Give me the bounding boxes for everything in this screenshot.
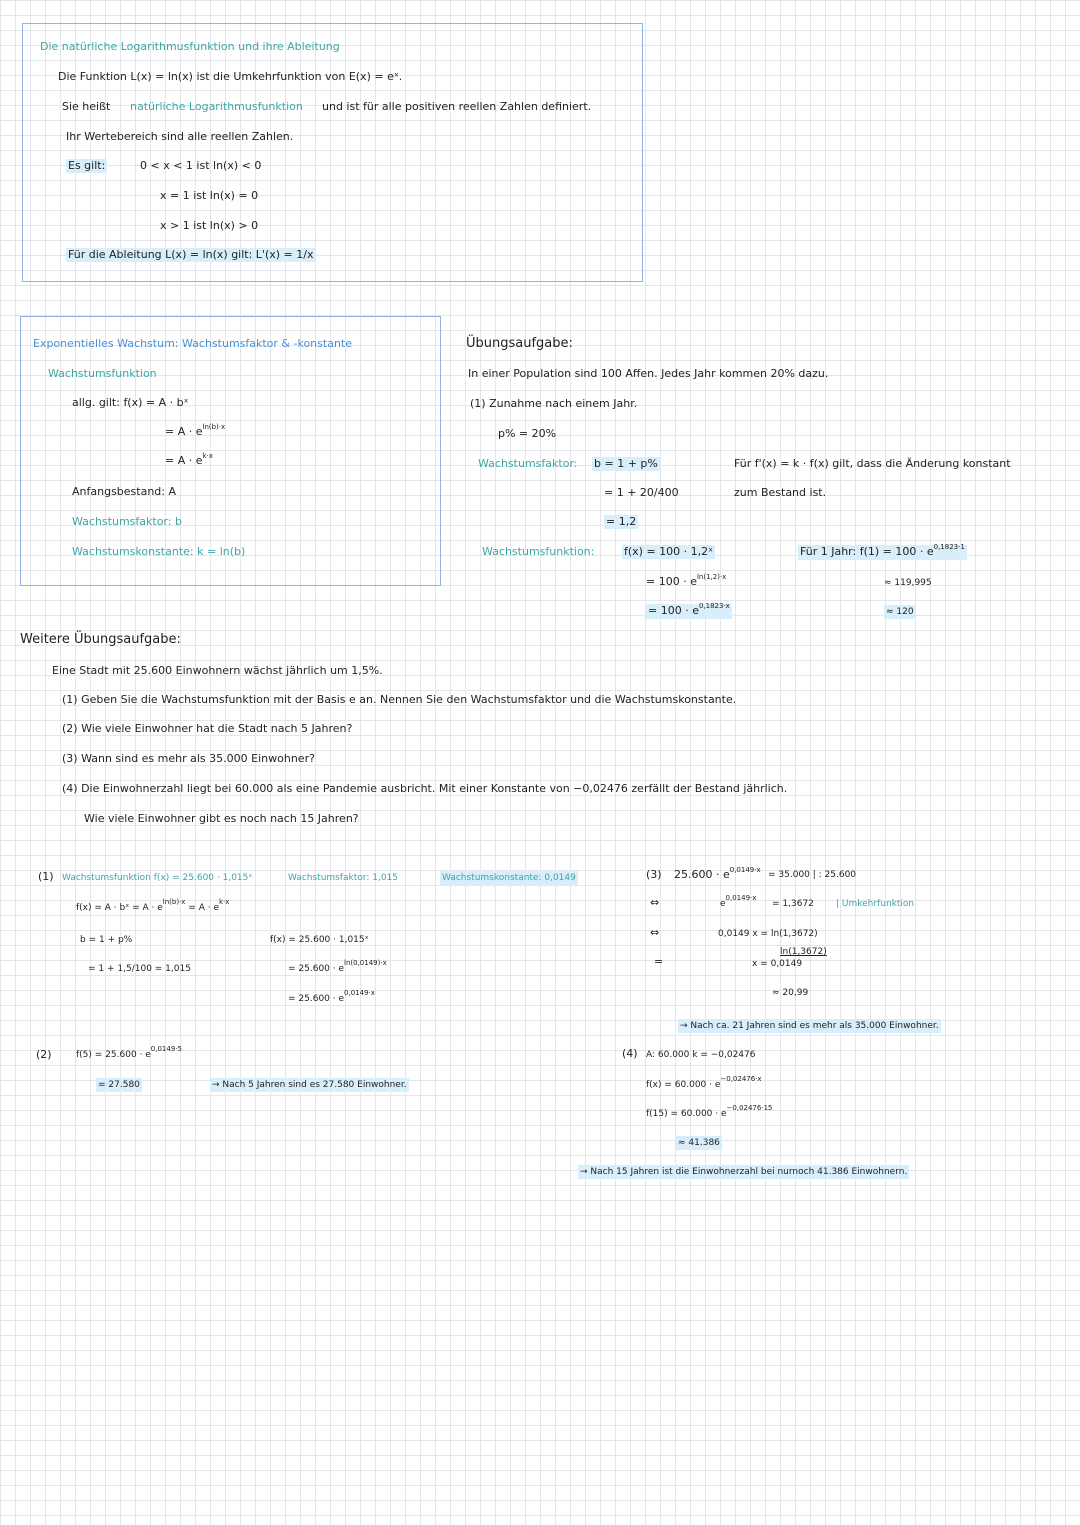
loesung3-l4sym: = bbox=[654, 955, 664, 968]
box1-line3: Ihr Wertebereich sind alle reellen Zahlen. bbox=[66, 130, 294, 143]
box1-ableitung: Für die Ableitung L(x) = ln(x) gilt: L'(x) = 1/x bbox=[68, 248, 314, 261]
uebung1-p: p% = 20% bbox=[498, 427, 557, 440]
box2-konstante: Wachstumskonstante: k = ln(b) bbox=[72, 545, 246, 558]
uebung2-q1: (1) Geben Sie die Wachstumsfunktion mit der Basis e an. Nennen Sie den Wachstumsfaktor und die Wachstumskonstante. bbox=[62, 693, 737, 706]
loesung1-l3: = 1 + 1,5/100 = 1,015 bbox=[88, 964, 191, 974]
loesung1-a: Wachstumsfunktion f(x) = 25.600 · 1,015ˣ bbox=[62, 873, 253, 883]
uebung1-note2: zum Bestand ist. bbox=[734, 486, 827, 499]
loesung1-l2: b = 1 + p% bbox=[80, 935, 133, 945]
loesung3-l1: $25.600 \cdot e^{0,0149\cdot x}$ bbox=[674, 866, 761, 881]
box2-faktor: Wachstumsfaktor: b bbox=[72, 515, 182, 528]
loesung3-l2: $e^{0,0149\cdot x}$ bbox=[720, 894, 757, 909]
loesung4-answer: → Nach 15 Jahren ist die Einwohnerzahl bei nurnoch 41.386 Einwohnern. bbox=[580, 1167, 908, 1177]
loesung3-l2sym: ⇔ bbox=[650, 896, 660, 909]
uebung1-funktion-eq2: = $100 \cdot e^{ln(1,2)\cdot x}$ bbox=[646, 573, 727, 588]
uebung2-q4: (4) Die Einwohnerzahl liegt bei 60.000 als eine Pandemie ausbricht. Mit einer Konstante von −0,02476 zerfällt der Bestand jährlich. bbox=[62, 782, 788, 795]
loesung2-l2: = 27.580 bbox=[98, 1080, 140, 1090]
loesung3-l3: 0,0149 x = ln(1,3672) bbox=[718, 929, 818, 939]
box1-line2b: natürliche Logarithmusfunktion bbox=[130, 100, 303, 113]
box1-case1: 0 < x < 1 ist ln(x) < 0 bbox=[140, 159, 262, 172]
uebung1-funktion-eq3: = $100 \cdot e^{0,1823\cdot x}$ bbox=[648, 602, 730, 617]
box1-title: Die natürliche Logarithmusfunktion und ihre Ableitung bbox=[40, 40, 340, 53]
box1-line2c: und ist für alle positiven reellen Zahlen definiert. bbox=[322, 100, 592, 113]
box2-subtitle: Wachstumsfunktion bbox=[48, 367, 157, 380]
uebung2-q2: (2) Wie viele Einwohner hat die Stadt nach 5 Jahren? bbox=[62, 722, 353, 735]
box1-es-gilt: Es gilt: bbox=[68, 159, 106, 172]
loesung4-l4: ≈ 41.386 bbox=[678, 1138, 720, 1148]
uebung1-title: Übungsaufgabe: bbox=[466, 336, 573, 351]
box2-formula2: = $A \cdot e^{ln(b)\cdot x}$ bbox=[165, 423, 226, 438]
box1-line2a: Sie heißt bbox=[62, 100, 111, 113]
loesung4-l3: $f(15) = 60.000 \cdot e^{-0,02476\cdot 15}$ bbox=[646, 1104, 773, 1119]
uebung1-faktor-label: Wachstumsfaktor: bbox=[478, 457, 578, 470]
uebung1-note1: Für f'(x) = k · f(x) gilt, dass die Änderung konstant bbox=[734, 457, 1011, 470]
loesung4-l1: A: 60.000 k = −0,02476 bbox=[646, 1050, 756, 1060]
definition-box-logarithm bbox=[22, 23, 643, 282]
loesung2-answer: → Nach 5 Jahren sind es 27.580 Einwohner. bbox=[212, 1080, 407, 1090]
uebung1-text: In einer Population sind 100 Affen. Jedes Jahr kommen 20% dazu. bbox=[468, 367, 829, 380]
loesung3-l1r: = 35.000 | : 25.600 bbox=[768, 870, 857, 880]
loesung3-label: (3) bbox=[646, 868, 662, 881]
uebung1-funktion-eq: f(x) = 100 · 1,2ˣ bbox=[624, 545, 714, 558]
loesung1-l1: f(x) = A · bˣ = $A \cdot e^{ln(b)\cdot x} = A \cdot e^{k\cdot x}$ bbox=[76, 898, 230, 913]
uebung1-jahr: Für 1 Jahr: $f(1) = 100 \cdot e^{0,1823\cdot 1}$ bbox=[800, 543, 965, 558]
loesung1-m3: = $25.600 \cdot e^{0,0149\cdot x}$ bbox=[288, 989, 375, 1004]
loesung3-l2r: = 1,3672 bbox=[772, 899, 814, 909]
uebung1-jahr-r2: ≈ 120 bbox=[886, 607, 914, 617]
loesung4-l2: $f(x) = 60.000 \cdot e^{-0,02476\cdot x}$ bbox=[646, 1075, 762, 1090]
uebung1-faktor-eq3: = 1,2 bbox=[606, 515, 637, 528]
box2-title: Exponentielles Wachstum: Wachstumsfaktor & -konstante bbox=[33, 337, 352, 350]
loesung3-l5: ≈ 20,99 bbox=[772, 988, 809, 998]
uebung1-funktion-label: Wachstumsfunktion: bbox=[482, 545, 595, 558]
loesung4-label: (4) bbox=[622, 1047, 638, 1060]
uebung1-faktor-eq: b = 1 + p% bbox=[594, 457, 658, 470]
uebung1-faktor-eq2: = 1 + 20/400 bbox=[604, 486, 679, 499]
loesung1-c: Wachstumskonstante: 0,0149 bbox=[442, 873, 576, 883]
uebung1-q1: (1) Zunahme nach einem Jahr. bbox=[470, 397, 638, 410]
box2-formula1: allg. gilt: f(x) = A · bˣ bbox=[72, 396, 189, 409]
uebung2-title: Weitere Übungsaufgabe: bbox=[20, 632, 181, 647]
loesung1-m1: f(x) = 25.600 · 1,015ˣ bbox=[270, 935, 369, 945]
loesung2-label: (2) bbox=[36, 1048, 52, 1061]
uebung1-jahr-r1: ≈ 119,995 bbox=[884, 578, 932, 588]
loesung2-l1: $f(5) = 25.600 \cdot e^{0,0149\cdot 5}$ bbox=[76, 1045, 182, 1060]
uebung2-q3: (3) Wann sind es mehr als 35.000 Einwohner? bbox=[62, 752, 315, 765]
box2-anfang: Anfangsbestand: A bbox=[72, 485, 177, 498]
loesung1-label: (1) bbox=[38, 870, 54, 883]
box2-formula3: = $A \cdot e^{k\cdot x}$ bbox=[165, 452, 213, 467]
loesung3-l4b: x = 0,0149 bbox=[752, 959, 803, 969]
uebung2-text: Eine Stadt mit 25.600 Einwohnern wächst jährlich um 1,5%. bbox=[52, 664, 383, 677]
loesung3-l4a: ln(1,3672) bbox=[780, 947, 827, 957]
uebung2-q4b: Wie viele Einwohner gibt es noch nach 15 Jahren? bbox=[84, 812, 359, 825]
loesung3-l3sym: ⇔ bbox=[650, 926, 660, 939]
box1-case2: x = 1 ist ln(x) = 0 bbox=[160, 189, 259, 202]
box1-case3: x > 1 ist ln(x) > 0 bbox=[160, 219, 259, 232]
loesung3-l2n: | Umkehrfunktion bbox=[836, 899, 915, 909]
box1-line1: Die Funktion L(x) = ln(x) ist die Umkehrfunktion von E(x) = eˣ. bbox=[58, 70, 403, 83]
loesung1-m2: = $25.600 \cdot e^{ln(0,0149)\cdot x}$ bbox=[288, 959, 387, 974]
loesung3-answer: → Nach ca. 21 Jahren sind es mehr als 35.000 Einwohner. bbox=[680, 1021, 939, 1031]
loesung1-b: Wachstumsfaktor: 1,015 bbox=[288, 873, 398, 883]
